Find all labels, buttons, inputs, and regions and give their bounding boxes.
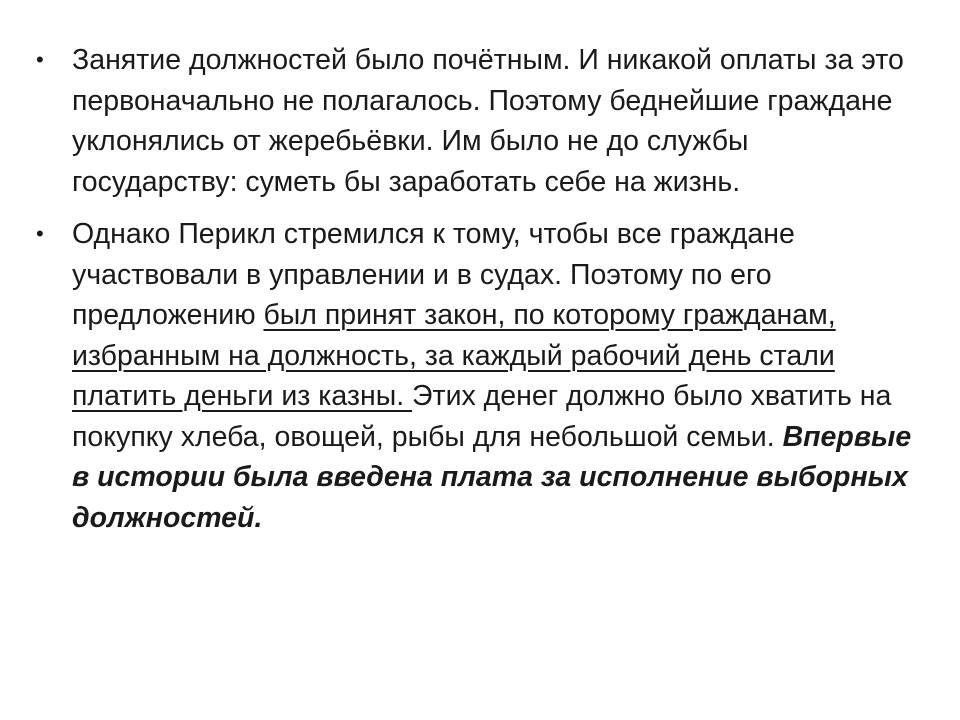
bullet-item-1 xyxy=(36,40,916,202)
bullet-list xyxy=(36,40,916,550)
bullet-text-intro: Однако Перикл стремился к тому, чтобы все граждане участвовали в управлении и в судах. Поэтому по его предложению xyxy=(72,218,795,331)
bullet-item-2 xyxy=(36,214,916,538)
bullet-text-continuation: Этих денег должно было хватить на покупку хлеба, овощей, рыбы для небольшой семьи. xyxy=(72,380,892,453)
bullet-text: Занятие должностей было почётным. И никакой оплаты за это первоначально не полагалось. Поэтому беднейшие граждане уклонялись от жеребьёвки. Им было не до службы государству: суметь бы заработать себе на жизнь. xyxy=(72,44,904,198)
bullet-text-emphasis: Впервые в истории была введена плата за исполнение выборных должностей. xyxy=(72,420,912,534)
bullet-text-underlined: был принят закон, по которому гражданам, избранным на должность, за каждый рабочий день стали платить деньги из казны. xyxy=(72,299,836,412)
bullet-icon: • xyxy=(36,221,44,246)
bullet-icon: • xyxy=(36,47,44,72)
